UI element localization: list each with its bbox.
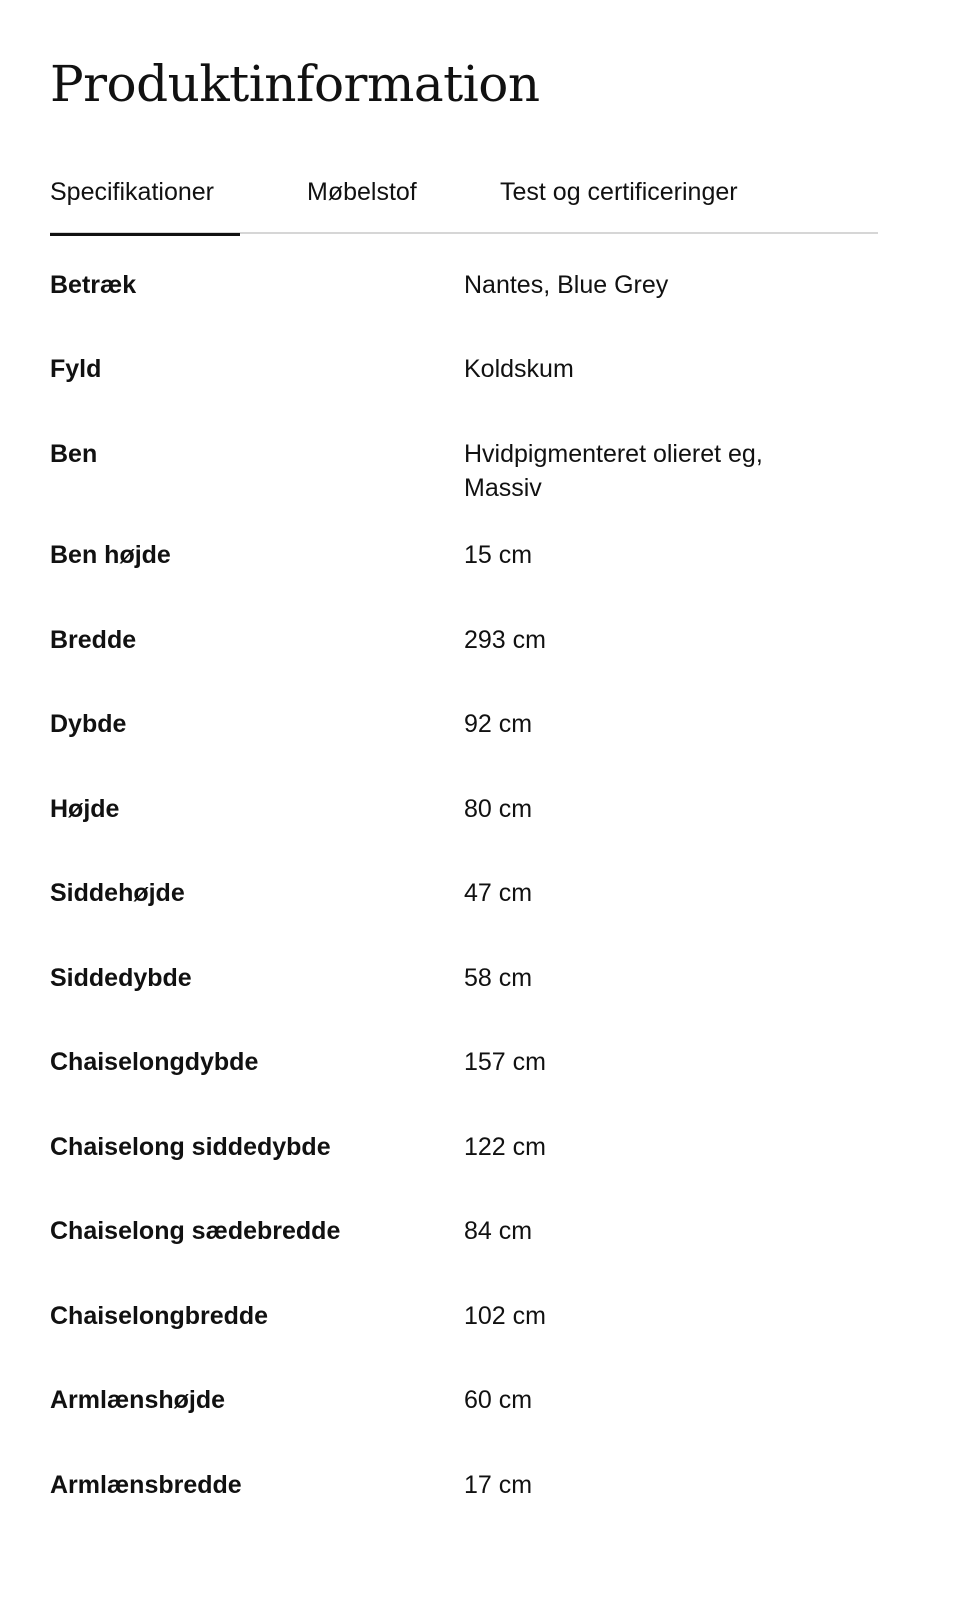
spec-value: 122 cm (464, 1133, 546, 1161)
spec-label: Højde (50, 795, 120, 823)
tab-bar (50, 170, 878, 234)
spec-value: 92 cm (464, 710, 533, 738)
spec-label: Chaiselongbredde (50, 1302, 269, 1330)
spec-label: Siddedybde (50, 964, 192, 992)
tab-specifikationer[interactable]: Specifikationer (50, 170, 240, 234)
spec-label: Chaiselongdybde (50, 1048, 259, 1076)
spec-value: 47 cm (464, 879, 533, 907)
spec-value: 84 cm (464, 1217, 533, 1245)
spec-label: Siddehøjde (50, 879, 185, 907)
spec-label: Ben (50, 440, 98, 468)
spec-value: 293 cm (464, 626, 546, 654)
spec-label: Betræk (50, 271, 137, 299)
spec-value: 58 cm (464, 964, 533, 992)
spec-value: Nantes, Blue Grey (464, 271, 669, 299)
tab-test-og-certificeringer[interactable]: Test og certificeringer (500, 178, 738, 206)
spec-value: 80 cm (464, 795, 533, 823)
spec-label: Ben højde (50, 541, 171, 569)
spec-label: Chaiselong siddedybde (50, 1133, 331, 1161)
spec-value: 157 cm (464, 1048, 546, 1076)
spec-value: 102 cm (464, 1302, 546, 1330)
spec-label: Fyld (50, 355, 102, 383)
spec-value: 60 cm (464, 1386, 533, 1414)
spec-label: Chaiselong sædebredde (50, 1217, 341, 1245)
spec-value: Hvidpigmenteret olieret eg, Massiv (464, 440, 763, 502)
spec-label: Armlænsbredde (50, 1471, 242, 1499)
tab-mobelstof[interactable]: Møbelstof (307, 178, 417, 206)
spec-value: 15 cm (464, 541, 533, 569)
spec-value: 17 cm (464, 1471, 533, 1499)
spec-label: Dybde (50, 710, 127, 738)
spec-value: Koldskum (464, 355, 574, 383)
page-title: Produktinformation (50, 55, 540, 113)
spec-label: Armlænshøjde (50, 1386, 226, 1414)
spec-label: Bredde (50, 626, 137, 654)
